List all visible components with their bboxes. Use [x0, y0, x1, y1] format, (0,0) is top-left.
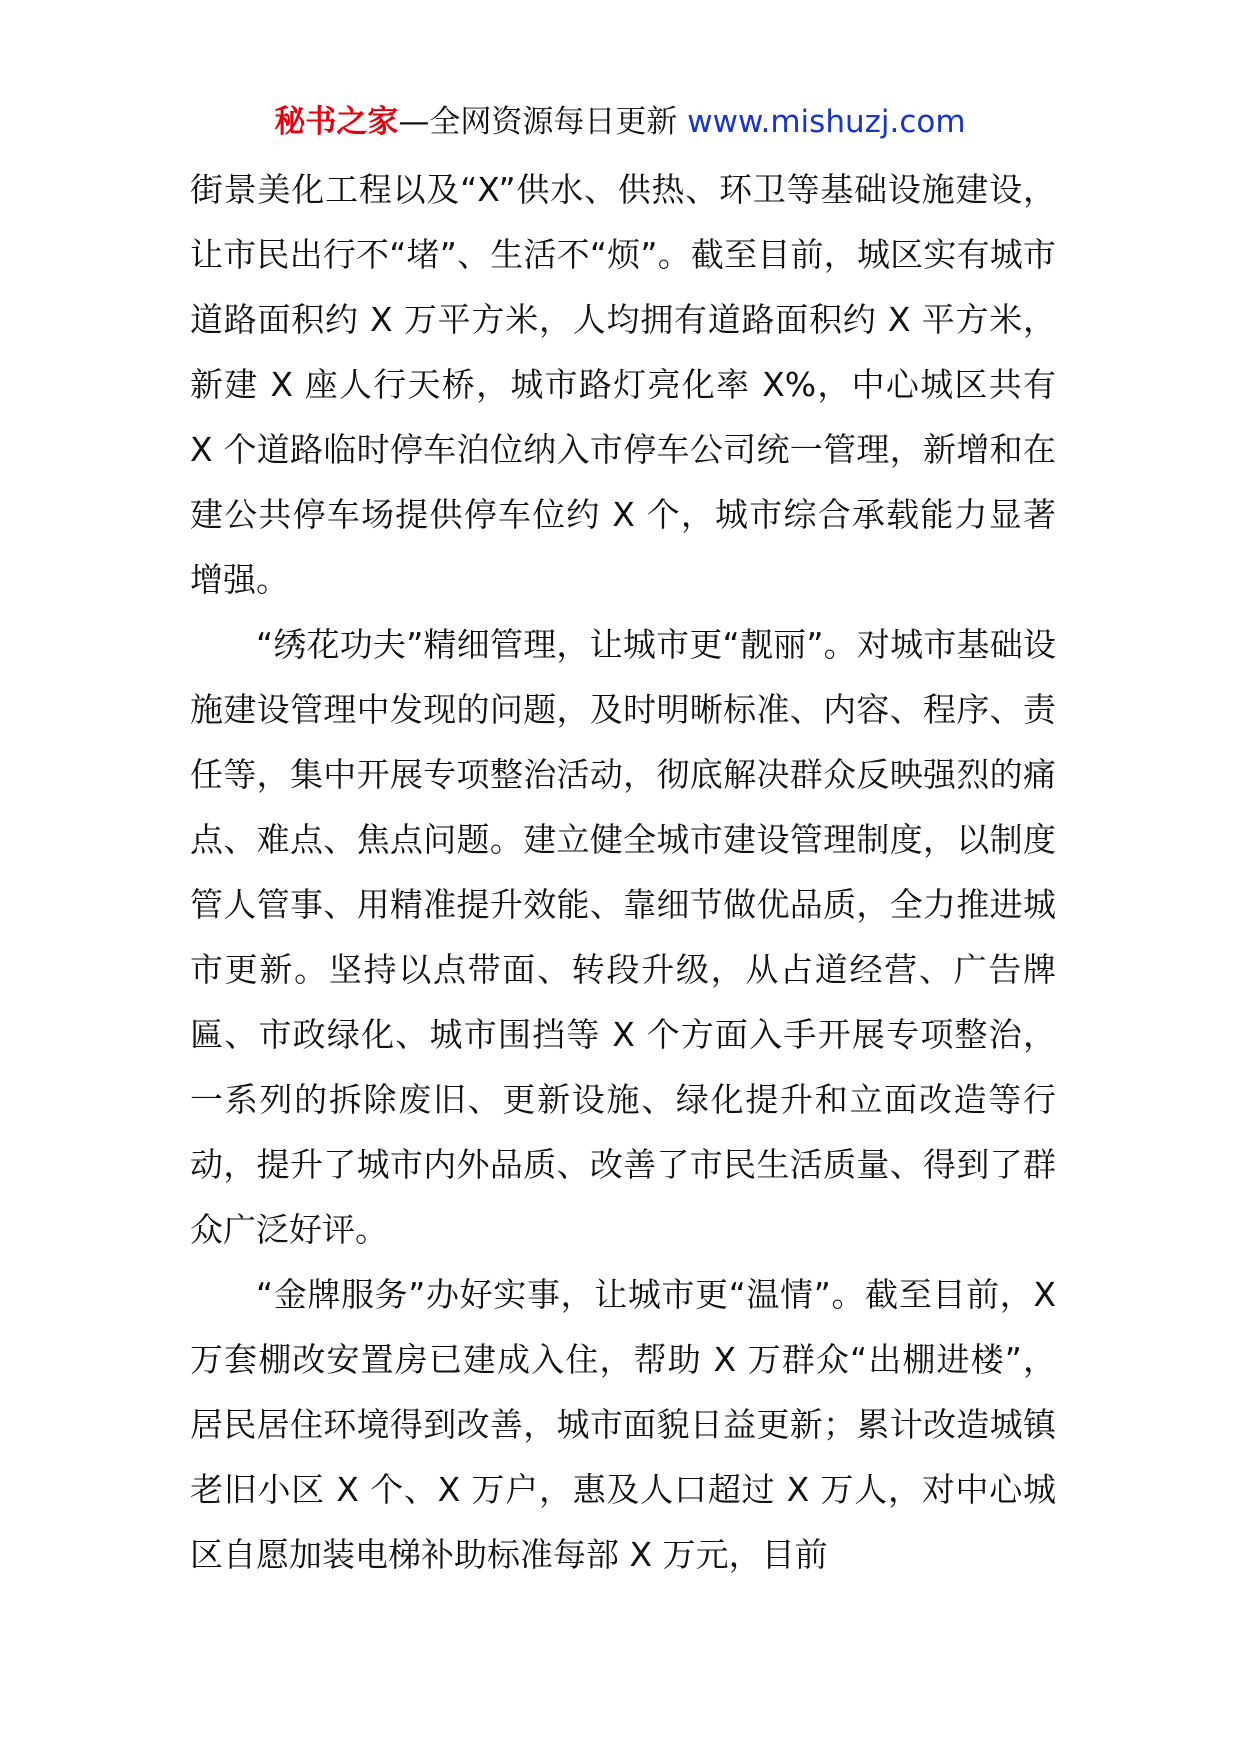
site-header — [0, 100, 1240, 144]
paragraph-fine-management: “绣花功夫”精细管理，让城市更“靓丽”。对城市基础设施建设管理中发现的问题，及时明晰标准、内容、程序、责任等，集中开展专项整治活动，彻底解决群众反映强烈的痛点、难点、焦点问题。建立健全城市建设管理制度，以制度管人管事、用精准提升效能、靠细节做优品质，全力推进城市更新。坚持以点带面、转段升级，从占道经营、广告牌匾、市政绿化、城市围挡等 X 个方面入手开展专项整治，一系列的拆除废旧、更新设施、绿化提升和立面改造等行动，提升了城市内外品质、改善了市民生活质量、得到了群众广泛好评。 — [190, 625, 1056, 1249]
site-url-link[interactable]: www.mishuzj.com — [687, 104, 966, 140]
paragraph-gold-service: “金牌服务”办好实事，让城市更“温情”。截至目前，X 万套棚改安置房已建成入住，帮助 X 万群众“出棚进楼”，居民居住环境得到改善，城市面貌日益更新；累计改造城镇老旧小区 X 个、X 万户，惠及人口超过 X 万人，对中心城区自愿加装电梯补助标准每部 X 万元，目前 — [190, 1275, 1056, 1574]
site-brand: 秘书之家 — [274, 104, 399, 140]
site-tagline: —全网资源每日更新 — [398, 104, 688, 140]
paragraph-continuation: 街景美化工程以及“X”供水、供热、环卫等基础设施建设，让市民出行不“堵”、生活不“烦”。截至目前，城区实有城市道路面积约 X 万平方米，人均拥有道路面积约 X 平方米，新建 X 座人行天桥，城市路灯亮化率 X%，中心城区共有 X 个道路临时停车泊位纳入市停车公司统一管理，新增和在建公共停车场提供停车位约 X 个，城市综合承载能力显著增强。 — [190, 170, 1056, 599]
document-body — [190, 157, 1056, 1587]
